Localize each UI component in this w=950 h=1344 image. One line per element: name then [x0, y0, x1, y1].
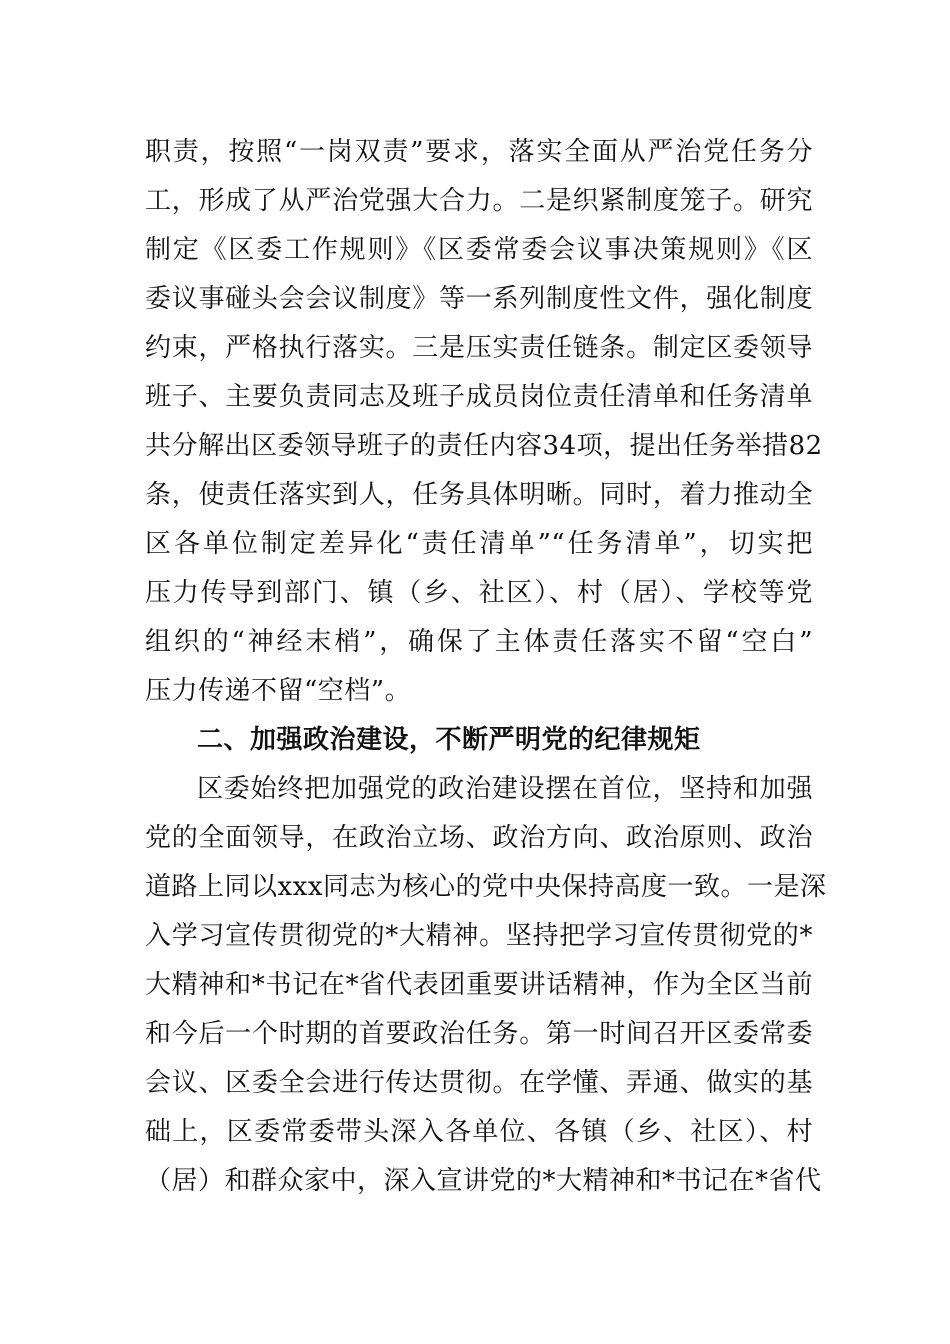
body-text-line: 区各单位制定差异化“责任清单”“任务清单”，切实把 [145, 529, 813, 559]
body-text-line: 制定《区委工作规则》《区委常委会议事决策规则》《区 [145, 235, 813, 265]
body-text-line: 职责，按照“一岗双责”要求，落实全面从严治党任务分 [145, 137, 813, 167]
body-text-line: 压力传递不留“空档”。 [145, 676, 412, 706]
body-text-line: 条，使责任落实到人，任务具体明晰。同时，着力推动全 [145, 480, 813, 510]
body-text-line: （居）和群众家中，深入宣讲党的*大精神和*书记在*省代 [145, 1166, 822, 1196]
body-text-line: 和今后一个时期的首要政治任务。第一时间召开区委常委 [145, 1019, 813, 1049]
body-text-line: 入学习宣传贯彻党的*大精神。坚持把学习宣传贯彻党的* [145, 921, 813, 951]
body-text-line: 道路上同以xxx同志为核心的党中央保持高度一致。一是深 [145, 872, 827, 902]
body-text-line: 础上，区委常委带头深入各单位、各镇（乡、社区）、村 [145, 1117, 813, 1147]
body-text-line: 班子、主要负责同志及班子成员岗位责任清单和任务清单 [145, 382, 813, 412]
section-heading: 二、加强政治建设，不断严明党的纪律规矩 [197, 725, 701, 755]
body-text-line: 党的全面领导，在政治立场、政治方向、政治原则、政治 [145, 823, 813, 853]
document-body [145, 128, 827, 1206]
body-text-line: 委议事碰头会会议制度》等一系列制度性文件，强化制度 [145, 284, 813, 314]
body-text-line: 区委始终把加强党的政治建设摆在首位，坚持和加强 [197, 774, 813, 804]
body-text-line: 工，形成了从严治党强大合力。二是织紧制度笼子。研究 [145, 186, 813, 216]
body-text-line: 会议、区委全会进行传达贯彻。在学懂、弄通、做实的基 [145, 1068, 813, 1098]
body-text-line: 大精神和*书记在*省代表团重要讲话精神，作为全区当前 [145, 970, 813, 1000]
body-text-line: 约束，严格执行落实。三是压实责任链条。制定区委领导 [145, 333, 813, 363]
body-text-line: 组织的“神经末梢”，确保了主体责任落实不留“空白” [145, 627, 813, 657]
body-text-line: 压力传导到部门、镇（乡、社区）、村（居）、学校等党 [145, 578, 813, 608]
body-text-line: 共分解出区委领导班子的责任内容34项，提出任务举措82 [145, 431, 823, 461]
